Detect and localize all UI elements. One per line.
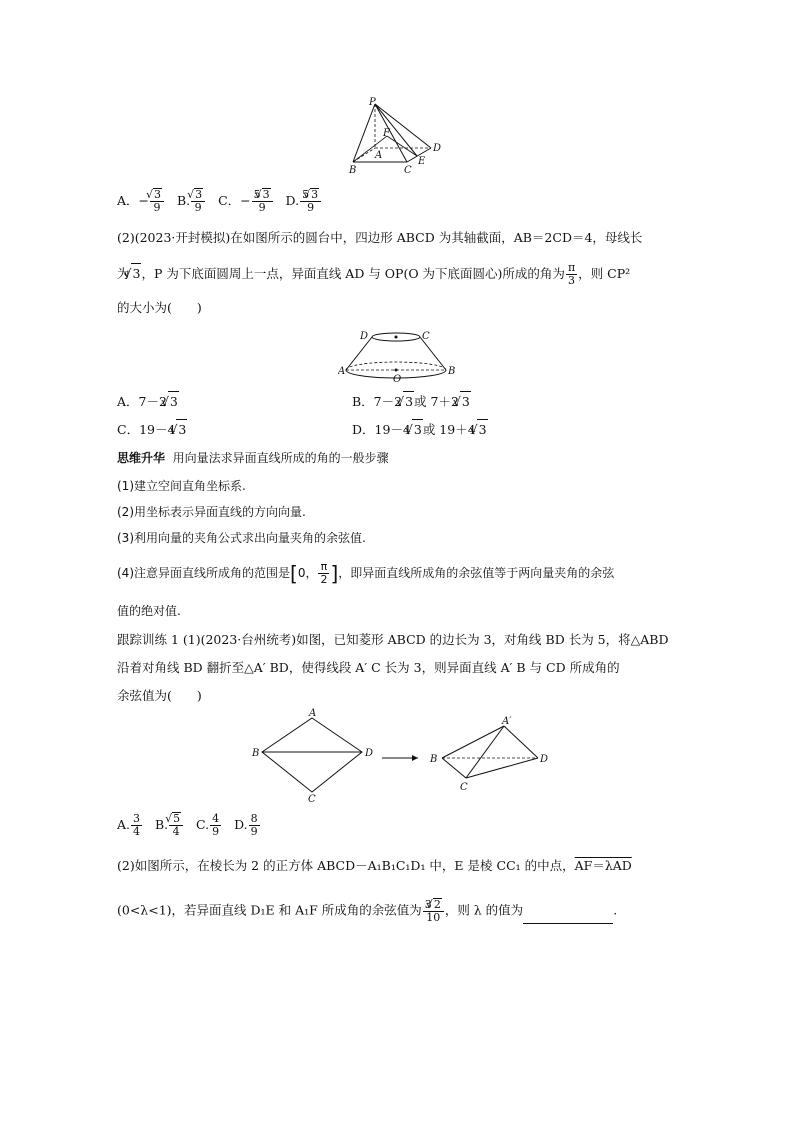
q2-line-3: 的大小为( )	[117, 300, 202, 315]
train1-options	[117, 812, 261, 838]
rhombus-fold-figure	[250, 706, 550, 802]
label-D-2: D	[540, 754, 549, 765]
q2-option-b[interactable]: B．7－2√ 3或 7＋2√ 3	[352, 391, 471, 412]
label-C-2: C	[460, 782, 468, 793]
train2-line-2: (0<λ<1)，若异面直线 D₁E 和 A₁F 所成角的余弦值为 $\frac{3√ 2}{10}$ ，则 λ 的值为 .	[117, 898, 617, 924]
q1-option-b[interactable]: B. √ $\frac{3}{9}$	[177, 193, 206, 208]
train1-line-3: 余弦值为( )	[117, 688, 202, 703]
summary-heading: 思维升华 用向量法求异面直线所成的角的一般步骤	[117, 451, 389, 465]
train1-option-a[interactable]: A. $\frac{3}{4}$	[117, 811, 141, 838]
frustum-figure	[338, 326, 458, 384]
label-E: E	[418, 156, 426, 167]
label-B-2: B	[430, 754, 438, 765]
label-D: D	[433, 143, 442, 154]
label-A: A	[338, 366, 346, 377]
summary-step-4: (4)注意异面直线所成角的范围是[0， $\frac{\pi}{2}$ ]，即异面直线所成角的余弦值等于两向量夹角的余弦	[117, 560, 615, 586]
label-B: B	[349, 165, 357, 176]
q2-option-d[interactable]: D．19－4√ 3或 19＋4√ 3	[352, 419, 488, 440]
label-B: B	[448, 366, 456, 377]
pyramid-figure	[345, 96, 450, 176]
train1-line-2: 沿着对角线 BD 翻折至△A′ BD，使得线段 A′ C 长为 3，则异面直线 A′ B 与 CD 所成角的	[117, 660, 620, 675]
label-B: B	[252, 748, 260, 759]
summary-step-4-cont: 值的绝对值.	[117, 604, 181, 618]
q2-option-c[interactable]: C．19－4√ 3	[117, 419, 187, 440]
label-D: D	[360, 331, 369, 342]
label-P: P	[369, 97, 376, 108]
q1-options	[117, 188, 322, 214]
label-D: D	[365, 748, 374, 759]
label-F: F	[383, 128, 390, 139]
label-C: C	[422, 331, 430, 342]
q2-option-a[interactable]: A．7－2√ 3	[117, 391, 179, 412]
label-A: A	[375, 150, 383, 161]
q2-line-1: (2)(2023·开封模拟)在如图所示的圆台中，四边形 ABCD 为其轴截面，AB＝2CD＝4，母线长	[117, 230, 643, 245]
train1-option-c[interactable]: C. $\frac{4}{9}$	[196, 811, 220, 838]
label-C: C	[308, 794, 316, 802]
summary-step-2: (2)用坐标表示异面直线的方向向量.	[117, 505, 306, 519]
label-C: C	[404, 165, 412, 176]
label-O: O	[393, 374, 402, 384]
train1-option-d[interactable]: D. $\frac{8}{9}$	[234, 811, 258, 838]
train1-line-1: 跟踪训练 1 (1)(2023·台州统考)如图，已知菱形 ABCD 的边长为 3，对角线 BD 长为 5，将△ABD	[117, 632, 669, 647]
q2-line-2: 为√ 3，P 为下底面圆周上一点，异面直线 AD 与 OP(O 为下底面圆心)所成的角为 $\frac{\pi}{3}$ ，则 CP²	[117, 262, 630, 287]
train1-option-b[interactable]: B. √ $\frac{5}{4}$	[155, 817, 184, 832]
summary-step-1: (1)建立空间直角坐标系.	[117, 479, 246, 493]
q1-option-a[interactable]: A．− √ $\frac{3}{9}$	[117, 193, 165, 208]
train2-line-1: (2)如图所示，在棱长为 2 的正方体 ABCD－A₁B₁C₁D₁ 中，E 是棱 CC₁ 的中点，AF＝λAD	[117, 858, 632, 873]
q1-option-c[interactable]: C．− $\frac{5√ 3}{9}$	[218, 193, 274, 208]
answer-blank[interactable]	[523, 909, 613, 924]
q1-option-d[interactable]: D. $\frac{5√ 3}{9}$	[286, 193, 323, 208]
label-A: A	[309, 708, 317, 719]
summary-step-3: (3)利用向量的夹角公式求出向量夹角的余弦值.	[117, 531, 366, 545]
label-A-prime: A′	[502, 716, 512, 727]
